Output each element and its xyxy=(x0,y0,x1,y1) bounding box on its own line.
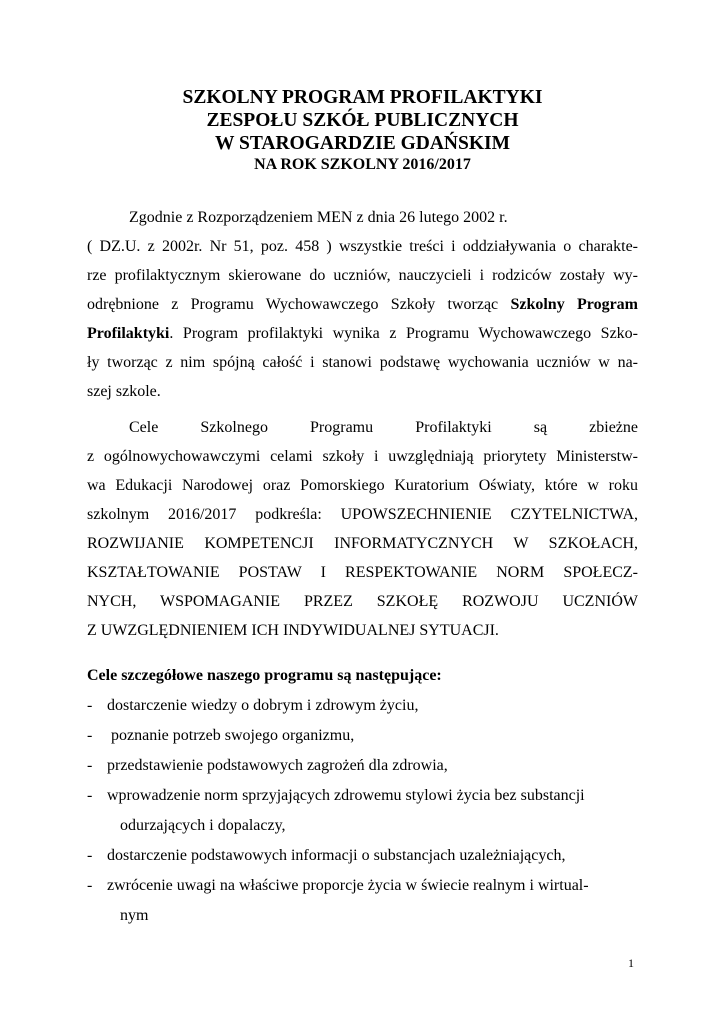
title-line-1: SZKOLNY PROGRAM PROFILAKTYKI xyxy=(182,87,543,108)
page-number: 1 xyxy=(628,956,634,970)
list-dash: - xyxy=(87,877,93,894)
paragraph-line: KSZTAŁTOWANIE POSTAW I RESPEKTOWANIE NORM SPOŁECZ- xyxy=(87,564,638,581)
list-item-text: wprowadzenie norm sprzyjających zdrowemu stylowi życia bez substancji xyxy=(107,787,585,804)
paragraph-line: wa Edukacji Narodowej oraz Pomorskiego Kuratorium Oświaty, które w roku xyxy=(87,477,638,494)
list-item-text: przedstawienie podstawowych zagrożeń dla zdrowia, xyxy=(107,757,448,774)
list-dash: - xyxy=(87,847,93,864)
paragraph-line xyxy=(87,291,638,319)
list-dash: - xyxy=(87,787,93,804)
paragraph-line: Zgodnie z Rozporządzeniem MEN z dnia 26 lutego 2002 r. xyxy=(129,209,508,226)
paragraph-line: rze profilaktycznym skierowane do uczniów, nauczycieli i rodziców zostały wy- xyxy=(87,267,638,284)
program-name-bold: Szkolny Program xyxy=(510,296,638,313)
list-item-text: poznanie potrzeb swojego organizmu, xyxy=(111,727,355,744)
program-name-bold: Profilaktyki xyxy=(87,325,170,342)
goals-heading: Cele szczegółowe naszego programu są następujące: xyxy=(87,667,442,684)
list-item xyxy=(87,692,638,720)
list-item xyxy=(87,842,638,870)
list-item xyxy=(87,872,638,900)
paragraph-line: z ogólnowychowawczymi celami szkoły i uwzględniają priorytety Ministerstw- xyxy=(87,448,638,465)
school-year-subtitle: NA ROK SZKOLNY 2016/2017 xyxy=(254,156,471,173)
paragraph-line: szkolnym 2016/2017 podkreśla: UPOWSZECHNIENIE CZYTELNICTWA, xyxy=(87,506,638,523)
list-dash: - xyxy=(87,727,93,744)
paragraph-line xyxy=(87,320,638,348)
paragraph-line: Z UWZGLĘDNIENIEM ICH INDYWIDUALNEJ SYTUACJI. xyxy=(87,622,499,639)
list-item-text: nym xyxy=(120,907,149,924)
title-line-3: W STAROGARDZIE GDAŃSKIM xyxy=(214,133,511,154)
paragraph-line: szej szkole. xyxy=(87,383,161,400)
paragraph-line-text: odrębnione z Programu Wychowawczego Szkoły tworząc xyxy=(87,296,511,313)
list-item-continuation xyxy=(87,812,638,840)
list-item-continuation xyxy=(87,902,638,930)
list-item-text: dostarczenie podstawowych informacji o substancjach uzależniających, xyxy=(107,847,566,864)
paragraph-line: Cele Szkolnego Programu Profilaktyki są zbieżne xyxy=(129,419,638,436)
paragraph-line: ły tworząc z nim spójną całość i stanowi podstawę wychowania uczniów w na- xyxy=(87,354,638,371)
list-item xyxy=(87,782,638,810)
paragraph-line: ROZWIJANIE KOMPETENCJI INFORMATYCZNYCH W SZKOŁACH, xyxy=(87,535,638,552)
list-item-text: zwrócenie uwagi na właściwe proporcje życia w świecie realnym i wirtual- xyxy=(107,877,589,894)
paragraph-line: NYCH, WSPOMAGANIE PRZEZ SZKOŁĘ ROZWOJU UCZNIÓW xyxy=(87,593,638,610)
document-title xyxy=(0,86,725,174)
list-item-text: dostarczenie wiedzy o dobrym i zdrowym życiu, xyxy=(107,697,419,714)
list-dash: - xyxy=(87,697,93,714)
paragraph-line: ( DZ.U. z 2002r. Nr 51, poz. 458 ) wszystkie treści i oddziaływania o charakte- xyxy=(87,238,638,255)
list-item xyxy=(87,722,638,750)
paragraph-line-text: . Program profilaktyki wynika z Programu Wychowawczego Szko- xyxy=(169,325,638,342)
list-item-text: odurzających i dopalaczy, xyxy=(120,817,286,834)
list-dash: - xyxy=(87,757,93,774)
title-line-2: ZESPOŁU SZKÓŁ PUBLICZNYCH xyxy=(206,110,519,131)
list-item xyxy=(87,752,638,780)
